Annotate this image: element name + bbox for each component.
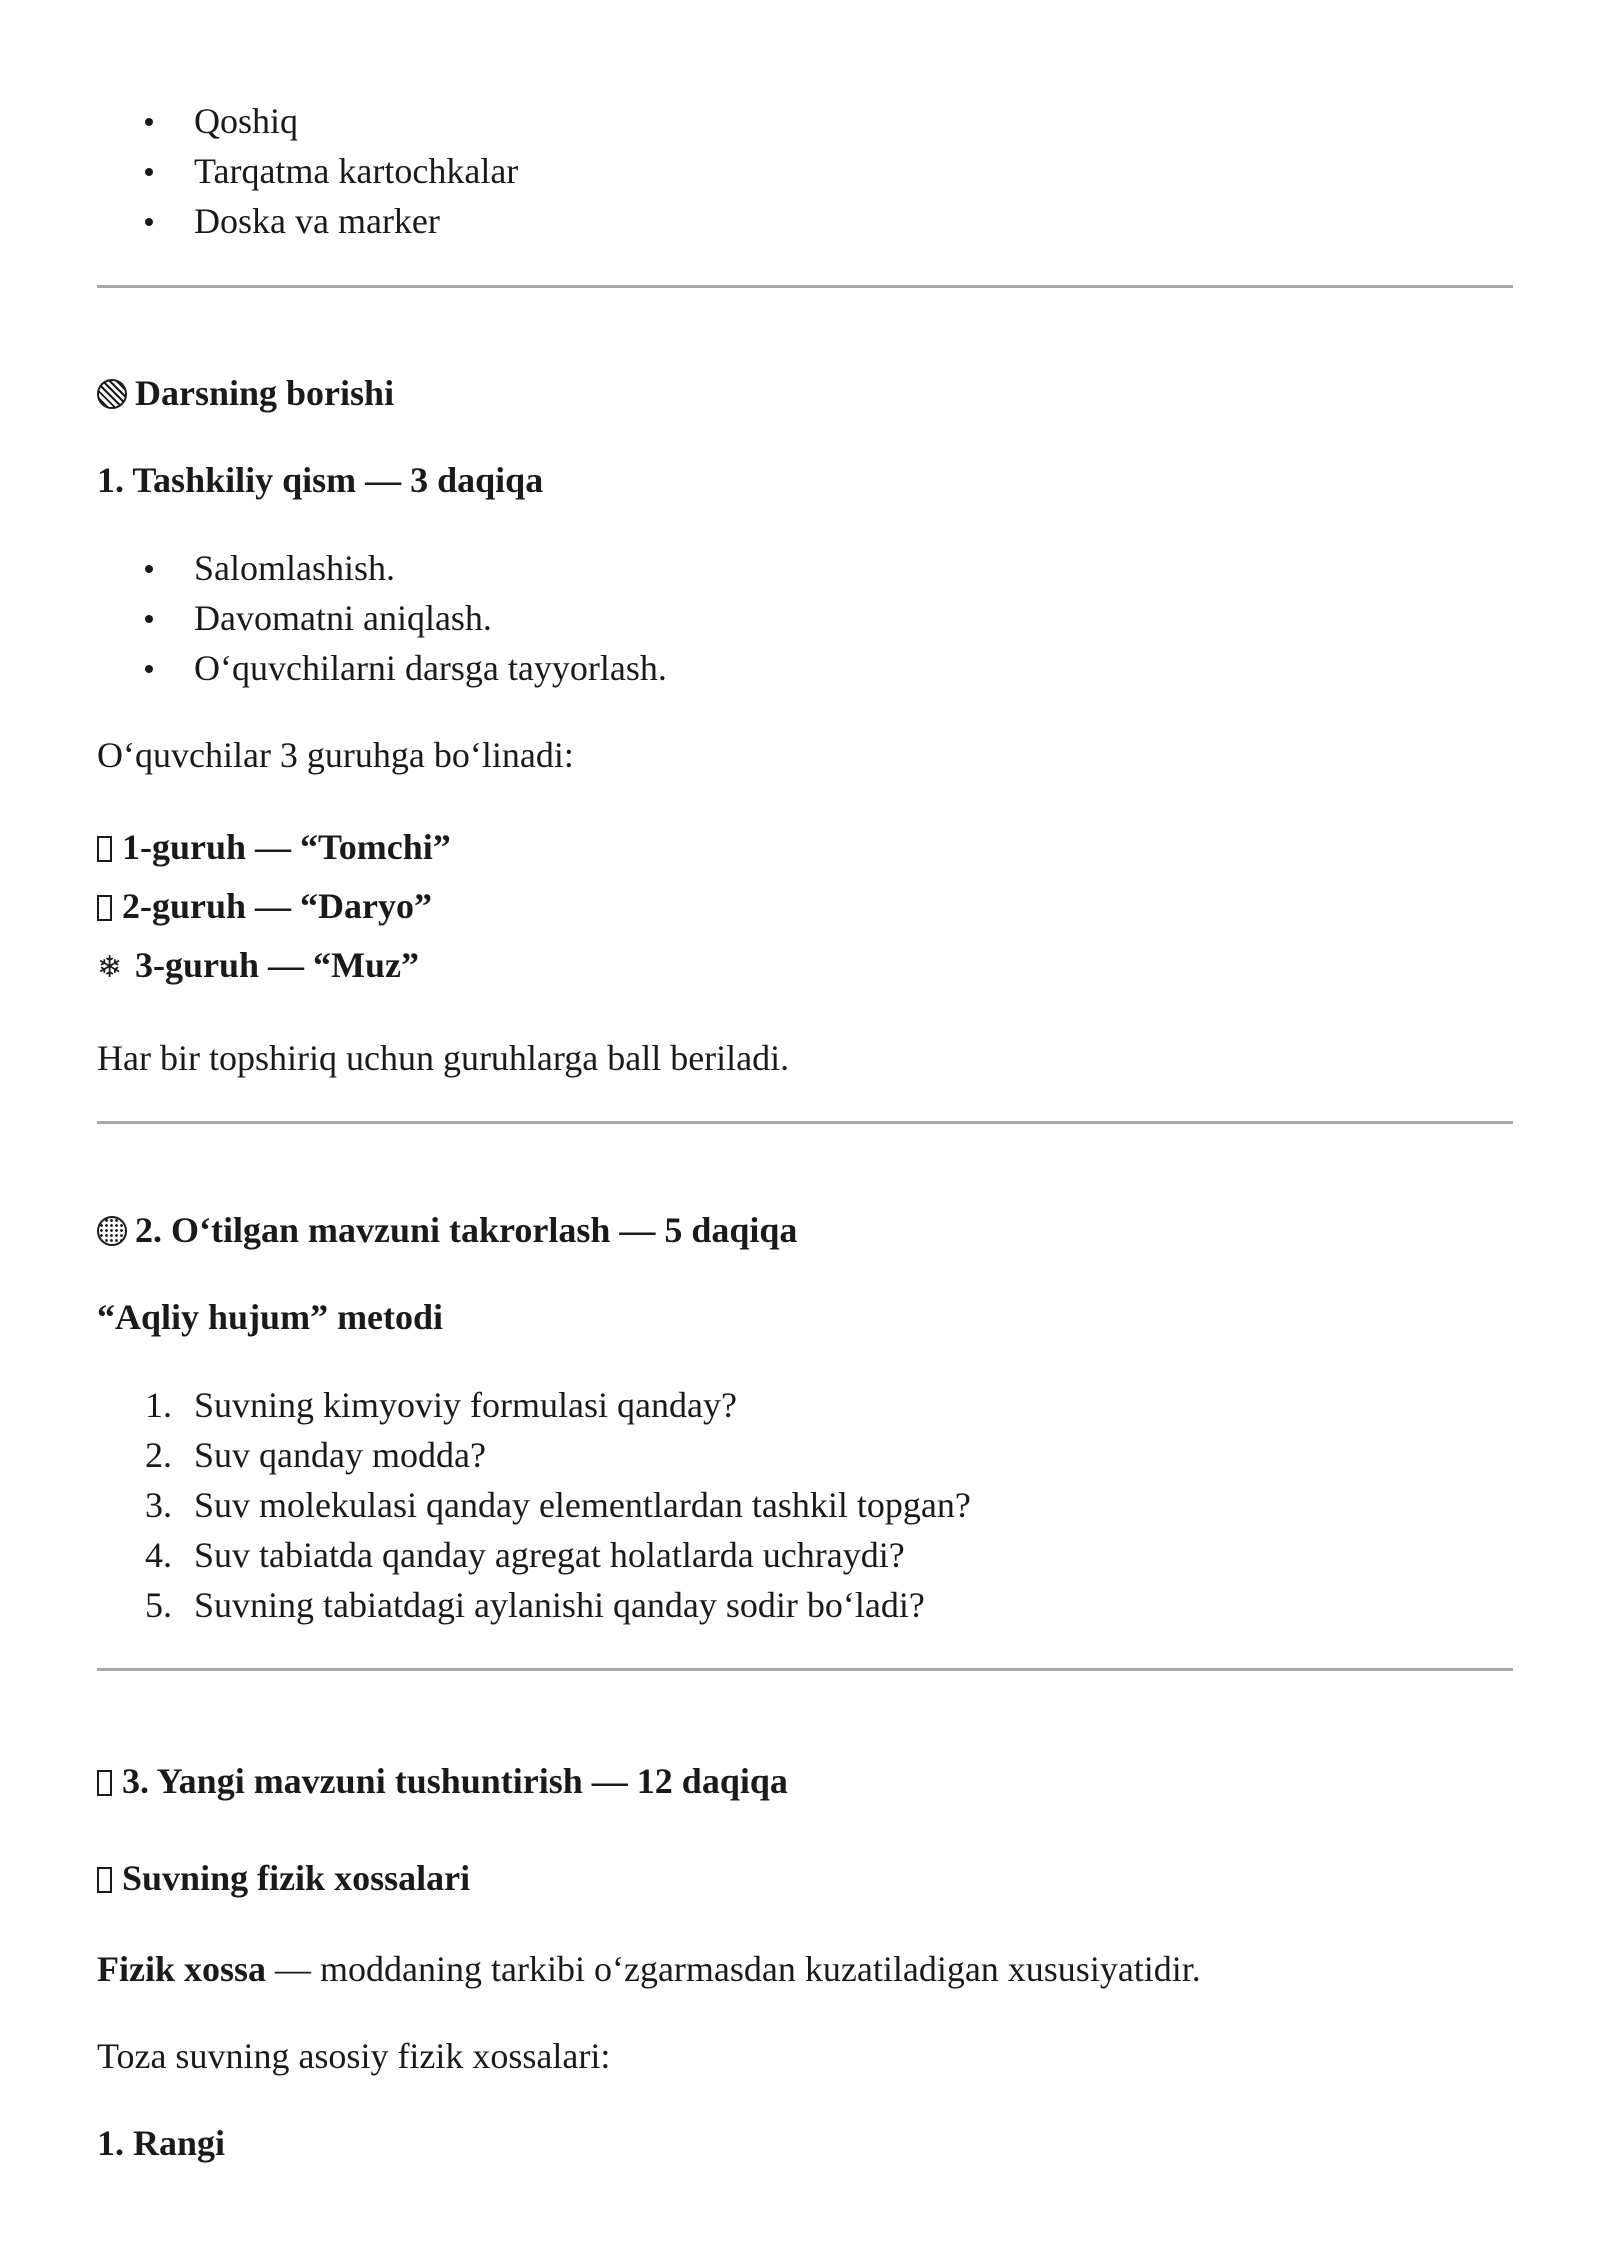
group-label: 2-guruh — “Daryo” — [122, 886, 433, 926]
group-label: 3-guruh — “Muz” — [135, 945, 420, 985]
missing-glyph-icon — [97, 1770, 112, 1796]
step3-heading — [97, 1759, 788, 1803]
definition-term: Fizik xossa — [97, 1949, 267, 1989]
divider — [97, 1121, 1513, 1124]
list-item-text: Suv tabiatda qanday agregat holatlarda uchraydi? — [194, 1535, 905, 1575]
list-item-text: Qoshiq — [194, 101, 299, 141]
property-heading: 1. Rangi — [97, 2123, 226, 2163]
list-item-text: Doska va marker — [194, 201, 440, 241]
divider — [97, 1668, 1513, 1671]
bullet-icon — [145, 665, 153, 673]
missing-glyph-icon — [97, 836, 112, 862]
definition-paragraph — [97, 1947, 1201, 1991]
step3-subheading-text: Suvning fizik xossalari — [122, 1858, 471, 1898]
hatched-circle-icon — [97, 379, 127, 409]
group-item — [97, 943, 419, 990]
divider — [97, 285, 1513, 288]
list-item-text: Suv molekulasi qanday elementlardan tashkil topgan? — [194, 1485, 971, 1525]
method-heading: “Aqliy hujum” metodi — [97, 1297, 444, 1337]
group-label: 1-guruh — “Tomchi” — [122, 827, 451, 867]
properties-intro: Toza suvning asosiy fizik xossalari: — [97, 2036, 611, 2076]
step1-heading: 1. Tashkiliy qism — 3 daqiqa — [97, 460, 544, 500]
step3-subheading — [97, 1856, 470, 1900]
bullet-icon — [145, 615, 153, 623]
list-item-text: Suvning tabiatdagi aylanishi qanday sodir bo‘ladi? — [194, 1585, 925, 1625]
scoring-note: Har bir topshiriq uchun guruhlarga ball beriladi. — [97, 1038, 790, 1078]
list-item-text: O‘quvchilarni darsga tayyorlash. — [194, 648, 667, 688]
bullet-icon — [145, 118, 153, 126]
step2-heading — [97, 1208, 797, 1252]
step3-heading-text: 3. Yangi mavzuni tushuntirish — 12 daqiqa — [122, 1761, 788, 1801]
list-number: 5. — [145, 1585, 172, 1625]
bullet-icon — [145, 565, 153, 573]
missing-glyph-icon — [97, 895, 112, 921]
snowflake-icon: ❄ — [97, 950, 123, 985]
group-item — [97, 825, 451, 869]
group-item — [97, 884, 432, 928]
definition-text: — moddaning tarkibi o‘zgarmasdan kuzatiladigan xususiyatidir. — [266, 1949, 1201, 1989]
list-number: 2. — [145, 1435, 172, 1475]
bullet-icon — [145, 168, 153, 176]
bullet-icon — [145, 218, 153, 226]
list-item-text: Davomatni aniqlash. — [194, 598, 492, 638]
missing-glyph-icon — [97, 1867, 112, 1893]
section-heading-text: Darsning borishi — [135, 373, 395, 413]
list-number: 1. — [145, 1385, 172, 1425]
list-item-text: Suvning kimyoviy formulasi qanday? — [194, 1385, 737, 1425]
list-item-text: Salomlashish. — [194, 548, 396, 588]
step2-heading-text: 2. O‘tilgan mavzuni takrorlash — 5 daqiqa — [135, 1210, 798, 1250]
list-item-text: Suv qanday modda? — [194, 1435, 486, 1475]
section-heading-lesson — [97, 371, 394, 415]
list-item-text: Tarqatma kartochkalar — [194, 151, 519, 191]
list-number: 3. — [145, 1485, 172, 1525]
groups-intro: O‘quvchilar 3 guruhga bo‘linadi: — [97, 735, 574, 775]
list-number: 4. — [145, 1535, 172, 1575]
dotted-circle-icon — [97, 1216, 127, 1246]
